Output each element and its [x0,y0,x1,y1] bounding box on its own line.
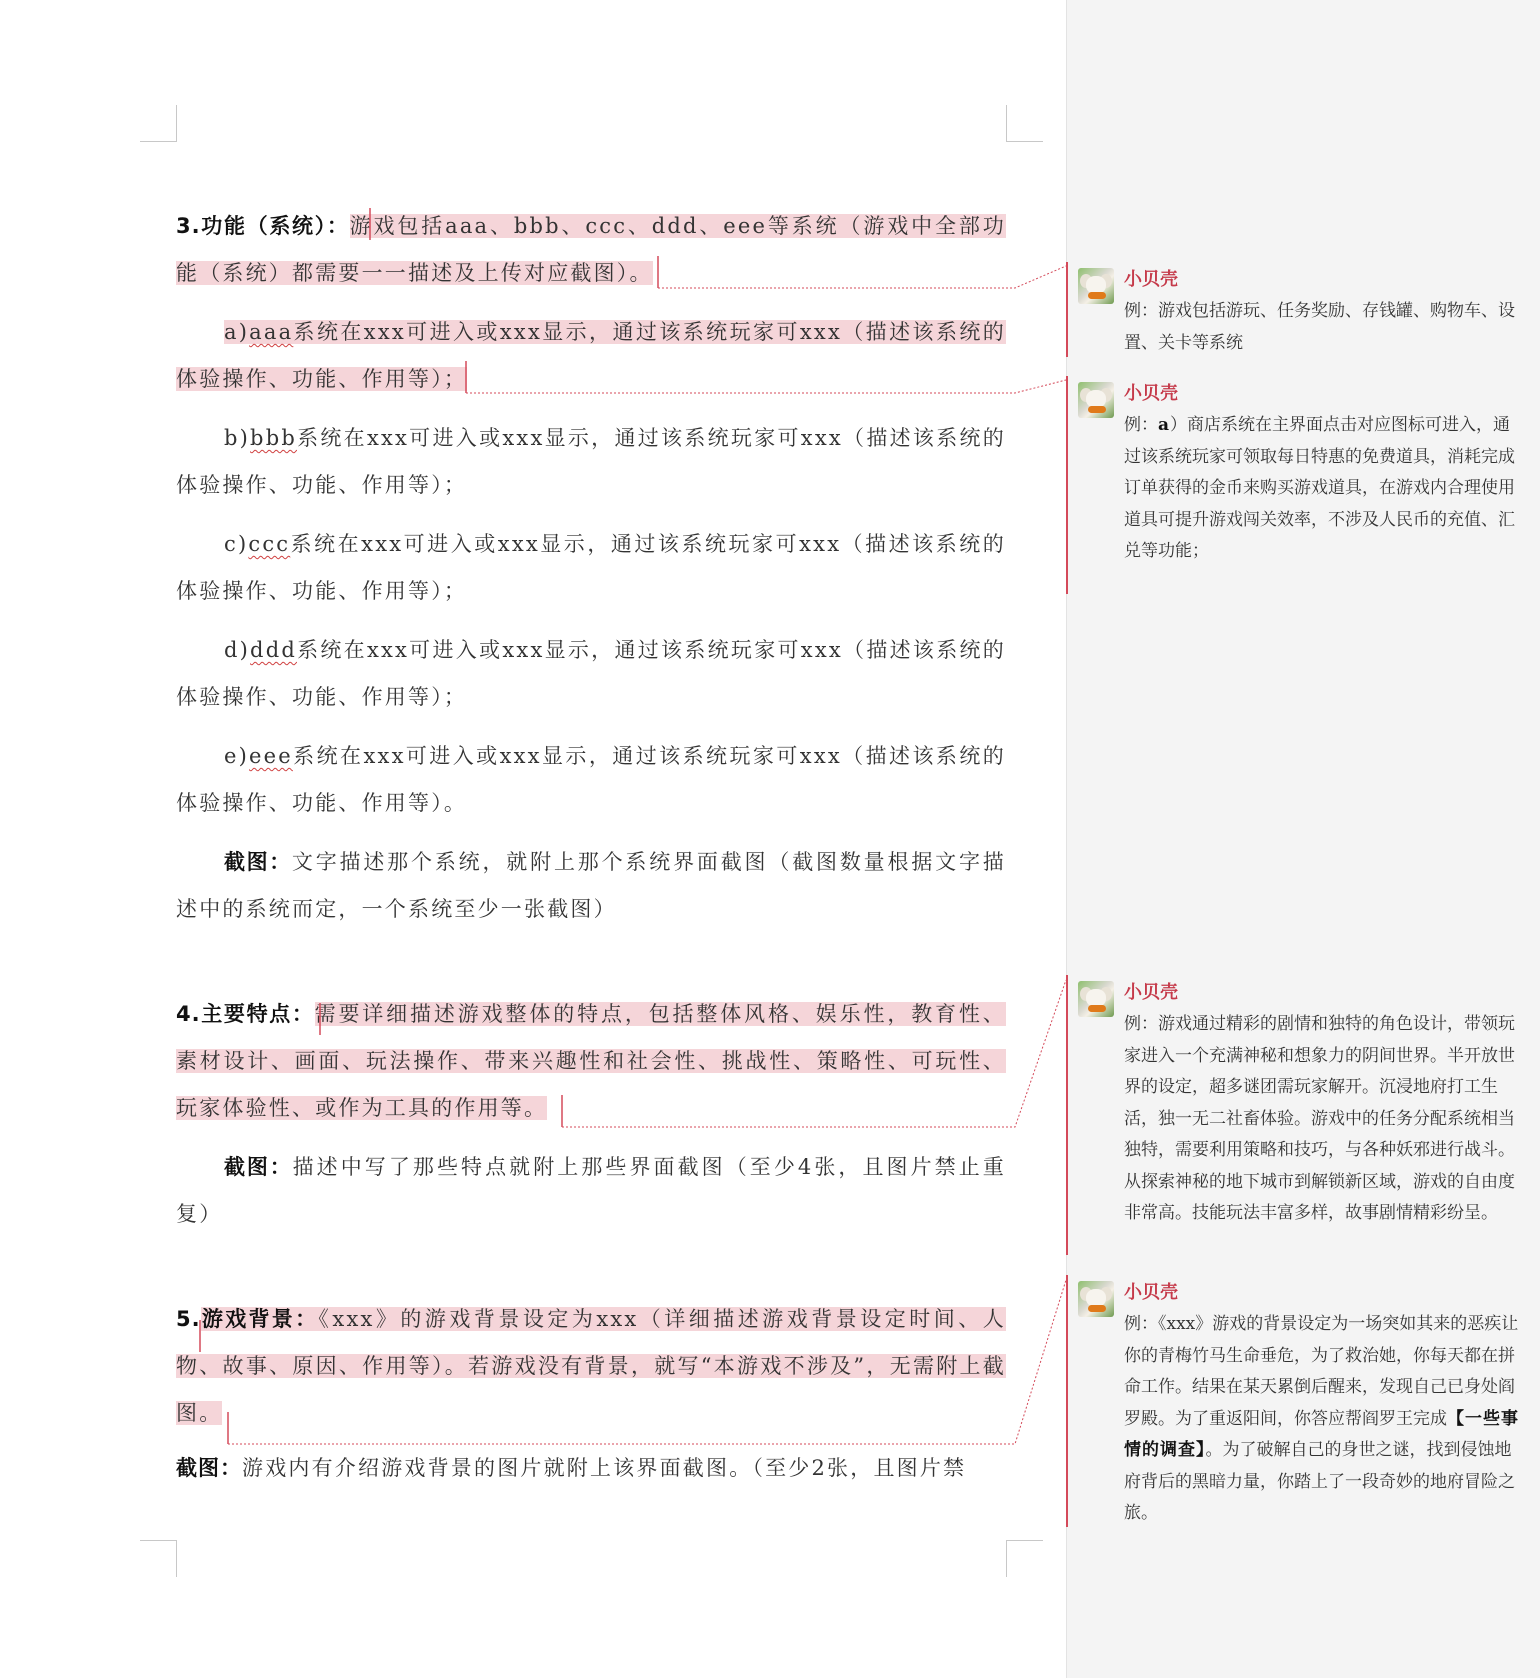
comment-card[interactable] [1078,1281,1518,1526]
avatar [1078,981,1114,1017]
section3-item-c[interactable] [176,521,1006,615]
avatar [1078,382,1114,418]
comment-text [1124,1309,1520,1530]
comment-text-part: 。为了破解自己的身世之谜，找到侵蚀地府背后的黑暗力量，你踏上了一段奇妙的地府冒险之旅。 [1124,1440,1515,1523]
section5-paragraph[interactable] [176,1296,1006,1437]
section4-paragraph[interactable] [176,991,1006,1132]
comment-text: 例：游戏包括游玩、任务奖励、存钱罐、购物车、设置、关卡等系统 [1124,301,1515,353]
section3-item-e[interactable] [176,733,1006,827]
crop-mark-bottom-right [1006,1540,1043,1577]
item-name: aaa [249,320,294,344]
comment-text-bold: 【一些事情的调查】 [1124,1408,1519,1460]
section3-item-a[interactable] [176,309,1006,403]
comment-bar [1066,376,1068,594]
item-name: ccc [248,532,291,556]
item-prefix: c) [224,532,249,556]
item-name: bbb [250,426,297,450]
comment-text: 例：游戏通过精彩的剧情和独特的角色设计，带领玩家进入一个充满神秘和想象力的阴间世界。半开放世界的设定，超多谜团需玩家解开。沉浸地府打工生活，独一无二社畜体验。游戏中的任务分配系统相当独特，需要利用策略和技巧，与各种妖邪进行战斗。从探索神秘的地下城市到解锁新区域，游戏的自由度非常高。技能玩法丰富多样，故事剧情精彩纷呈。 [1124,1014,1515,1223]
section3-screenshot-note[interactable] [176,839,1006,933]
comment-author: 小贝壳 [1124,383,1178,404]
item-text: 系统在xxx可进入或xxx显示，通过该系统玩家可xxx（描述该系统的体验操作、功能、作用等）； [176,638,1006,709]
comment-author: 小贝壳 [1124,269,1178,290]
section4-screenshot-note[interactable] [176,1144,1006,1238]
comment-text-body: ）商店系统在主界面点击对应图标可进入，通过该系统玩家可领取每日特惠的免费道具，消耗完成订单获得的金币来购买游戏道具，在游戏内合理使用道具可提升游戏闯关效率，不涉及人民币的充值、汇兑等功能； [1124,415,1515,561]
comment-text-part: 例：《xxx》游戏的背景设定为一场突如其来的恶疾让你的青梅竹马生命垂危，为了救治她，你每天都在拼命工作。结果在某天累倒后醒来，发现自己已身处阎罗殿。为了重返阳间，你答应帮阎罗王完成 [1124,1314,1519,1429]
item-text: 系统在xxx可进入或xxx显示，通过该系统玩家可xxx（描述该系统的体验操作、功能、作用等）。 [176,744,1006,815]
comment-bar [1066,1275,1068,1527]
avatar [1078,268,1114,304]
section5-intro-commented[interactable] [176,1307,1006,1425]
section3-item-d[interactable] [176,627,1006,721]
crop-mark-top-right [1006,105,1043,142]
item-prefix: a) [224,320,250,344]
screenshot-text: 描述中写了那些特点就附上那些界面截图（至少4张，且图片禁止重复） [176,1155,1007,1226]
section5-heading: 游戏背景： [200,1307,319,1331]
comment-author: 小贝壳 [1124,1282,1178,1303]
section5-number: 5. [176,1307,201,1331]
comment-text-prefix: 例： [1124,415,1158,435]
comment-card[interactable] [1078,382,1518,582]
crop-mark-top-left [140,105,177,142]
avatar [1078,1281,1114,1317]
screenshot-text: 游戏内有介绍游戏背景的图片就附上该界面截图。（至少2张，且图片禁 [242,1456,967,1480]
section3-intro-commented[interactable]: 游戏包括aaa、bbb、ccc、ddd、eee等系统（游戏中全部功能（系统）都需要一一描述及上传对应截图）。 [176,214,1006,285]
item-text: 系统在xxx可进入或xxx显示，通过该系统玩家可xxx（描述该系统的体验操作、功能、作用等）； [176,320,1006,391]
item-name: ddd [250,638,297,662]
item-prefix: d) [224,638,251,662]
comment-text [1124,410,1520,568]
comment-author: 小贝壳 [1124,982,1178,1003]
item-text: 系统在xxx可进入或xxx显示，通过该系统玩家可xxx（描述该系统的体验操作、功能、作用等）； [176,532,1006,603]
comment-bar [1066,975,1068,1255]
screenshot-label: 截图： [176,1456,242,1480]
item-prefix: e) [224,744,250,768]
crop-mark-bottom-left [140,1540,177,1577]
comment-card[interactable] [1078,981,1518,1251]
item-prefix: b) [224,426,251,450]
section3-paragraph[interactable] [176,203,1006,297]
section5-screenshot-note[interactable] [176,1445,1006,1492]
section5-intro: 《xxx》的游戏背景设定为xxx（详细描述游戏背景设定时间、人物、故事、原因、作用等）。若游戏没有背景，就写“本游戏不涉及”，无需附上截图。 [176,1307,1006,1425]
comment-text-bold: a [1158,415,1171,435]
section4-intro-commented[interactable]: 需要详细描述游戏整体的特点，包括整体风格、娱乐性，教育性、素材设计、画面、玩法操作、带来兴趣性和社会性、挑战性、策略性、可玩性、玩家体验性、或作为工具的作用等。 [176,1002,1006,1120]
section4-heading: 4.主要特点： [176,1002,315,1026]
comment-bar [1066,262,1068,357]
screenshot-label: 截图： [224,850,292,874]
document-body [176,203,1006,1492]
item-text: 系统在xxx可进入或xxx显示，通过该系统玩家可xxx（描述该系统的体验操作、功能、作用等）； [176,426,1006,497]
screenshot-text: 文字描述那个系统，就附上那个系统界面截图（截图数量根据文字描述中的系统而定，一个系统至少一张截图） [176,850,1006,921]
section3-heading: 3.功能（系统）： [176,214,350,238]
comment-card[interactable] [1078,268,1518,358]
item-name: eee [249,744,293,768]
item-a-commented[interactable] [176,320,1006,391]
section3-item-b[interactable] [176,415,1006,509]
screenshot-label: 截图： [224,1155,293,1179]
